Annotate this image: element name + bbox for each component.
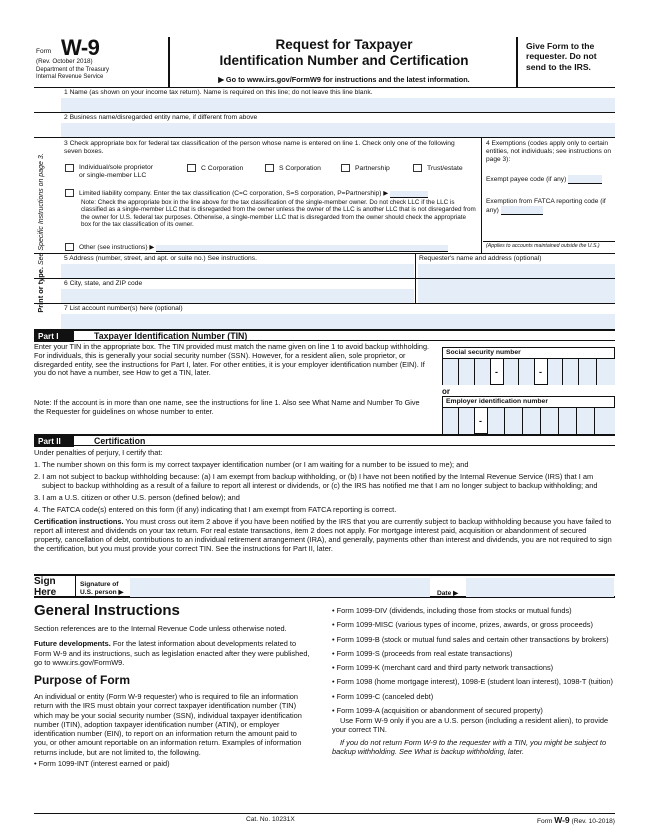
footer-revision: (Rev. 10-2018) (571, 818, 615, 825)
footer-form-id (537, 815, 615, 826)
certification-instructions-label: Certification instructions. (34, 517, 124, 527)
individual-option[interactable] (65, 164, 159, 181)
exempt-payee-input[interactable] (568, 175, 602, 184)
s-corp-checkbox[interactable] (265, 164, 274, 172)
ein-digit[interactable] (459, 408, 475, 434)
fatca-input[interactable] (501, 206, 543, 215)
purpose-text: An individual or entity (Form W-9 requester) who is required to file an information return with the IRS must obtain your correct taxpayer identification number (TIN) which may be your social security number (SSN), individual taxpayer identification number (ITIN), adoption taxpayer identification number (ATIN), or employer identification number (EIN), to report on an information return the amount paid to you, or other amount reportable on an information return. Examples of information returns include, but are not limited to, the following. (34, 692, 302, 757)
ssn-dash-icon: - (539, 367, 542, 377)
ssn-digit[interactable] (503, 359, 519, 385)
llc-note: Note: Check the appropriate box in the line above for the tax classification of the single-member owner. Do not check LLC if the LLC is classified as a single-member LLC that is disregarded from the owner unless the owner of the LLC is another LLC that is not disregarded from the owner for U.S. federal tax purposes. Otherwise, a single-member LLC that is disregarded from the owner should check the appropriate box for the tax classification of its owner. (81, 199, 476, 229)
future-developments-text: For the latest information about developments related to Form W-9 and its instructions, such as legislation enacted after they were published, go to www.irs.gov/FormW9. (34, 639, 310, 667)
line-3-label: 3 Check appropriate box for federal tax classification of the person whose name is entered on line 1. Check only one of the following seven boxes. (64, 140, 455, 156)
form-list-item: • Form 1099-K (merchant card and third party network transactions) (332, 663, 554, 672)
account-numbers-input[interactable] (61, 314, 615, 329)
classification-block (61, 138, 482, 254)
certification-item: 4. The FATCA code(s) entered on this form (if any) indicating that I am exempt from FATCA reporting is correct. (34, 505, 397, 515)
fatca-label: Exemption from FATCA reporting code (if any) (486, 197, 606, 214)
form-list-item: • Form 1099-MISC (various types of income, prizes, awards, or gross proceeds) (332, 620, 593, 630)
form-revision: (Rev. October 2018) (36, 58, 93, 65)
ein-digit[interactable] (487, 408, 505, 434)
certification-instructions-text: You must cross out item 2 above if you have been notified by the IRS that you are currently subject to backup withholding because you have failed to report all interest and dividends on your tax return. For real estate transactions, item 2 does not apply. For mortgage interest paid, acquisition or abandonment of secured property, cancellation of debt, contributions to an individual retirement arrangement (IRA), and generally, payments other than interest and dividends, you are not required to sign the certification, but you must provide your correct TIN. See the instructions for Part II, later. (34, 517, 612, 554)
exempt-payee-label: Exempt payee code (if any) (486, 175, 567, 183)
ssn-digit[interactable] (475, 359, 491, 385)
service-name: Internal Revenue Service (36, 73, 104, 80)
catalog-number: Cat. No. 10231X (246, 816, 295, 823)
department-name: Department of the Treasury (36, 67, 110, 73)
line-5-address (34, 253, 615, 278)
line-2-business-name (34, 112, 615, 137)
form-title-line2: Identification Number and Certification (219, 52, 469, 68)
w9-form-page (34, 35, 615, 825)
date-label: Date ▶ (437, 590, 459, 597)
exemptions-block (483, 138, 615, 254)
tin-instructions: Enter your TIN in the appropriate box. The TIN provided must match the name given on line 1 to avoid backup withholding. For individuals, this is generally your social security number (SSN). However, for a resident alien, sole proprietor, or disregarded entity, see the instructions for Part I, later. For other entities, it is your employer identification number (EIN). If you do not have a number, see How to get a TIN, later. (34, 342, 430, 378)
date-input[interactable] (466, 578, 614, 597)
footer-form-number: W-9 (554, 815, 570, 825)
future-developments (34, 639, 310, 667)
form-1099-int-item: • Form 1099-INT (interest earned or paid) (34, 758, 170, 768)
form-title-block (172, 37, 516, 87)
future-developments-label: Future developments. (34, 639, 111, 649)
line-1-name (34, 87, 615, 112)
ein-dash-icon: - (479, 416, 482, 426)
ein-digit[interactable] (443, 408, 459, 434)
form-list-item: • Form 1099-S (proceeds from real estate transactions) (332, 648, 513, 658)
city-state-zip-input[interactable] (61, 289, 414, 303)
trust-checkbox[interactable] (413, 164, 422, 172)
part-2-title: Certification (94, 436, 146, 446)
line-6-label: 6 City, state, and ZIP code (64, 280, 143, 287)
individual-checkbox[interactable] (65, 164, 74, 172)
certification-item: 2. I am not subject to backup withholding because: (a) I am exempt from backup withholding, or (b) I have not been notified by the Internal Revenue Service (IRS) that I am subject to backup withholding as a result of a failure to report all interest or dividends, or (c) the IRS has notified me that I am no longer subject to backup withholding; and (34, 472, 598, 491)
exemptions-title: 4 Exemptions (codes apply only to certain entities, not individuals; see instructions on page 3): (486, 140, 611, 164)
line-6-city (34, 278, 615, 303)
line-7-accounts (34, 303, 615, 329)
certification-intro: Under penalties of perjury, I certify that: (34, 448, 163, 457)
certification-item: 3. I am a U.S. citizen or other U.S. person (defined below); and (34, 493, 240, 503)
certification-list (34, 448, 615, 553)
tin-note: Note: If the account is in more than one name, see the instructions for line 1. Also see What Name and Number To Give the Requester for guidelines on whose number to enter. (34, 398, 420, 416)
form-title-line1: Request for Taxpayer (275, 37, 413, 52)
agency-block (36, 67, 168, 81)
give-form-notice: Give Form to the requester. Do not send to the IRS. (516, 37, 615, 87)
ein-digit[interactable] (577, 408, 595, 434)
form-label: Form (36, 48, 52, 55)
ssn-digit[interactable] (519, 359, 535, 385)
certification-instructions (34, 517, 615, 553)
general-instructions (34, 598, 615, 798)
line-2-label: 2 Business name/disregarded entity name, if different from above (64, 114, 258, 121)
trust-label: Trust/estate (427, 164, 463, 172)
part-2-body (34, 446, 615, 574)
llc-option (65, 189, 428, 198)
purpose-title: Purpose of Form (34, 673, 131, 687)
part-1-body (34, 341, 615, 434)
s-corp-label: S Corporation (279, 164, 321, 172)
llc-label: Limited liability company. Enter the tax classification (C=C corporation, S=S corporation, P=Partnership) ▶ (79, 189, 389, 197)
use-form-text: Use Form W-9 only if you are a U.S. person (including a resident alien), to provide your correct TIN. (332, 716, 609, 735)
ein-digit[interactable] (505, 408, 523, 434)
part-2-header (34, 434, 615, 446)
business-name-input[interactable] (61, 123, 615, 137)
form-list-item: • Form 1099-A (acquisition or abandonment of secured property) (332, 705, 543, 715)
ssn-boxes (442, 358, 615, 385)
part-1-tag: Part I (34, 331, 74, 342)
ssn-digit[interactable] (443, 359, 459, 385)
signature-input[interactable] (130, 578, 430, 597)
section-references-text: Section references are to the Internal Revenue Code unless otherwise noted. (34, 624, 287, 633)
other-input[interactable] (156, 245, 448, 252)
c-corp-label: C Corporation (201, 164, 244, 172)
requester-label: Requester's name and address (optional) (419, 255, 542, 262)
fatca-row (486, 198, 606, 215)
llc-classification-input[interactable] (390, 191, 428, 198)
ssn-digit[interactable] (563, 359, 579, 385)
other-label: Other (see instructions) ▶ (79, 243, 155, 251)
certification-item: 1. The number shown on this form is my correct taxpayer identification number (or I am waiting for a number to be issued to me); and (34, 460, 469, 470)
c-corp-option[interactable] (187, 164, 243, 173)
signature-section (34, 574, 615, 598)
ssn-digit[interactable] (459, 359, 475, 385)
ein-digit[interactable] (559, 408, 577, 434)
partnership-label: Partnership (355, 164, 390, 172)
form-id-block (34, 37, 170, 87)
individual-label: Individual/sole proprietor or single-member LLC (79, 164, 154, 180)
specific-instructions-text: See Specific Instructions on page 3. (38, 153, 45, 266)
form-list-item: • Form 1098 (home mortgage interest), 1098-E (student loan interest), 1098-T (tuition) (332, 677, 613, 687)
ssn-digit[interactable] (579, 359, 597, 385)
partnership-checkbox[interactable] (341, 164, 350, 172)
ssn-label: Social security number (442, 347, 615, 358)
goto-instructions: ▶ Go to www.irs.gov/FormW9 for instructions and the latest information. (218, 75, 470, 85)
s-corp-option[interactable] (265, 164, 321, 173)
form-list-item: • Form 1099-C (canceled debt) (332, 691, 434, 701)
fatca-applies-note: (Applies to accounts maintained outside the U.S.) (483, 241, 615, 250)
instructions-right-column (332, 606, 615, 761)
part-2-tag: Part II (34, 436, 74, 447)
line-1-label: 1 Name (as shown on your income tax return). Name is required on this line; do not leave this line blank. (64, 89, 373, 96)
line-5-label: 5 Address (number, street, and apt. or suite no.) See instructions. (64, 255, 257, 262)
partnership-option[interactable] (341, 164, 390, 173)
trust-option[interactable] (413, 164, 463, 173)
general-instructions-title: General Instructions (34, 602, 180, 619)
ein-digit[interactable] (523, 408, 541, 434)
part-1-header (34, 329, 615, 341)
ein-boxes (442, 407, 615, 434)
name-input[interactable] (61, 98, 615, 112)
ein-digit[interactable] (595, 408, 615, 434)
form-list-item: • Form 1099-B (stock or mutual fund sales and certain other transactions by brokers) (332, 634, 609, 644)
ssn-dash-icon: - (495, 367, 498, 377)
form-header (34, 37, 615, 87)
form-list-item: • Form 1099-DIV (dividends, including those from stocks or mutual funds) (332, 606, 572, 615)
other-checkbox[interactable] (65, 243, 74, 251)
ssn-digit[interactable] (597, 359, 615, 385)
form-footer (34, 813, 615, 825)
ein-digit[interactable] (541, 408, 559, 434)
sign-here-label: Sign Here (34, 576, 57, 598)
llc-checkbox[interactable] (65, 189, 74, 197)
sign-divider (75, 576, 76, 596)
other-option (65, 243, 448, 252)
instructions-left-column (34, 624, 310, 774)
footer-form-label: Form (537, 818, 553, 825)
exempt-payee-row (486, 175, 615, 184)
form-number: W-9 (61, 35, 100, 60)
c-corp-checkbox[interactable] (187, 164, 196, 172)
line-7-label: 7 List account number(s) here (optional) (64, 305, 183, 312)
line-3-classification (34, 137, 615, 253)
signature-label: Signature of U.S. person ▶ (80, 581, 124, 596)
ssn-digit[interactable] (547, 359, 563, 385)
ein-label: Employer identification number (442, 396, 615, 407)
or-text: or (442, 387, 450, 396)
backup-withholding-warning: If you do not return Form W-9 to the requester with a TIN, you might be subject to backup withholding. See What is backup withholding, later. (332, 737, 607, 756)
part-1-title: Taxpayer Identification Number (TIN) (94, 331, 248, 341)
print-or-type-text: Print or type. (36, 267, 45, 313)
address-input[interactable] (61, 264, 414, 278)
